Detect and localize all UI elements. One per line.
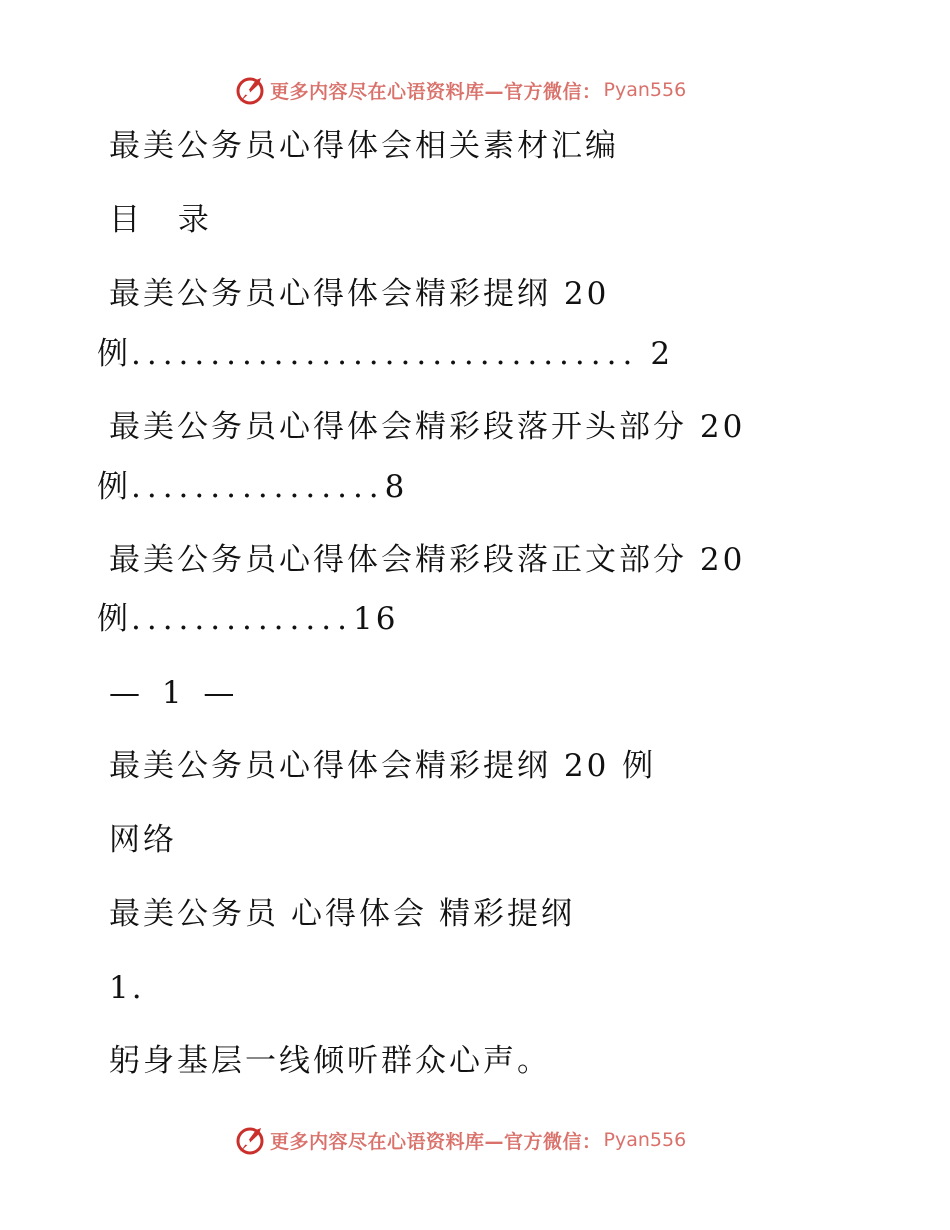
toc-entry-3-page: 16 bbox=[352, 601, 399, 637]
toc-entry-1-leader bbox=[97, 334, 673, 374]
section-title: 最美公务员心得体会精彩提纲 20 例 bbox=[109, 748, 657, 784]
section-subtitle bbox=[109, 894, 575, 934]
toc-heading: 目 录 bbox=[109, 202, 223, 238]
toc-entry-1-page: 2 bbox=[650, 336, 674, 372]
footer-watermark bbox=[234, 1122, 686, 1158]
toc-entry-3-cont: 例 bbox=[97, 601, 131, 637]
item-number: 1. bbox=[109, 970, 145, 1006]
subtitle-part-2: 心得体会 bbox=[291, 896, 427, 932]
toc-entry-1-dots: ................................ bbox=[131, 336, 639, 372]
subtitle-part-3: 精彩提纲 bbox=[439, 896, 575, 932]
toc-entry-3-dots: .............. bbox=[131, 601, 353, 637]
item-text: 躬身基层一线倾听群众心声。 bbox=[109, 1043, 551, 1079]
watermark-wechat-id: Pyan556 bbox=[603, 1129, 687, 1151]
toc-entry-2-dots: ................ bbox=[131, 469, 385, 505]
toc-entry-1-title: 最美公务员心得体会精彩提纲 20 bbox=[109, 276, 610, 312]
toc-entry-3-title: 最美公务员心得体会精彩段落正文部分 20 bbox=[109, 542, 746, 578]
watermark-text: 更多内容尽在心语资料库—官方微信： bbox=[270, 80, 602, 103]
toc-entry-2-leader bbox=[97, 467, 407, 507]
toc-entry-1-cont: 例 bbox=[97, 336, 131, 372]
header-watermark bbox=[234, 72, 686, 108]
page-number-marker: — 1 — bbox=[109, 675, 241, 711]
toc-entry-3-leader bbox=[97, 599, 398, 639]
document-title: 最美公务员心得体会相关素材汇编 bbox=[109, 128, 619, 164]
watermark-wechat-id: Pyan556 bbox=[603, 79, 687, 101]
quill-logo-icon bbox=[234, 1124, 266, 1156]
toc-entry-2-title: 最美公务员心得体会精彩段落开头部分 20 bbox=[109, 409, 746, 445]
toc-entry-2-cont: 例 bbox=[97, 469, 131, 505]
toc-entry-2-page: 8 bbox=[384, 469, 408, 505]
source-label: 网络 bbox=[109, 822, 177, 858]
watermark-text: 更多内容尽在心语资料库—官方微信： bbox=[270, 1130, 602, 1153]
subtitle-part-1: 最美公务员 bbox=[109, 896, 279, 932]
quill-logo-icon bbox=[234, 74, 266, 106]
